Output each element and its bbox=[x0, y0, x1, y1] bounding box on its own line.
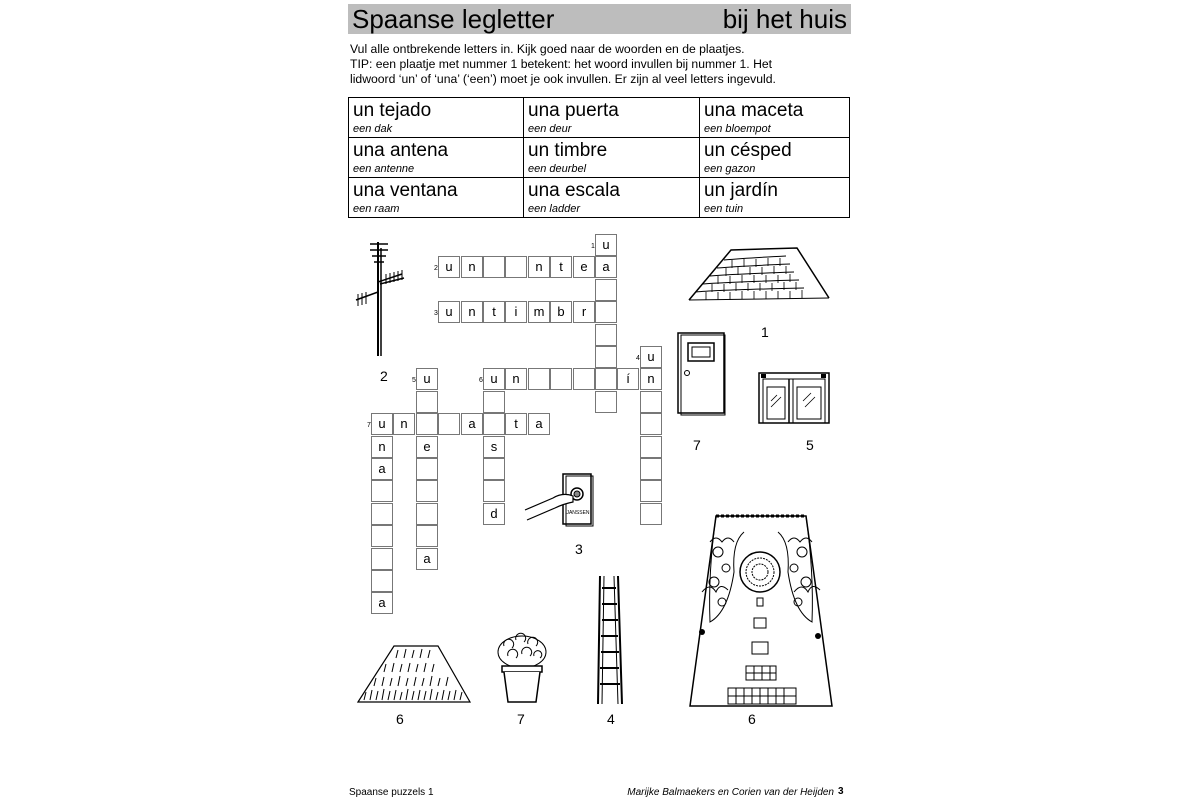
footer-series: Spaanse puzzels 1 bbox=[349, 787, 434, 798]
crossword-cell[interactable] bbox=[371, 503, 393, 525]
crossword-cell[interactable] bbox=[371, 436, 393, 458]
crossword-letter: u bbox=[378, 416, 386, 431]
ladder-picture bbox=[594, 574, 628, 706]
crossword-cell[interactable] bbox=[416, 480, 438, 502]
vocab-dutch: een dak bbox=[353, 123, 393, 135]
crossword-cell[interactable] bbox=[371, 480, 393, 502]
crossword-cell[interactable] bbox=[483, 413, 505, 435]
crossword-letter: a bbox=[602, 259, 610, 274]
crossword-letter: b bbox=[557, 304, 565, 319]
crossword-letter: t bbox=[492, 304, 496, 319]
vocab-cell bbox=[700, 178, 849, 217]
picture-label: 6 bbox=[396, 711, 404, 727]
crossword-letter: e bbox=[423, 439, 431, 454]
crossword-cell[interactable] bbox=[573, 368, 595, 390]
vocab-dutch: een deurbel bbox=[528, 163, 587, 175]
crossword-cell[interactable] bbox=[595, 234, 617, 256]
crossword-letter: n bbox=[647, 371, 655, 386]
crossword-cell[interactable] bbox=[483, 391, 505, 413]
crossword-letter: n bbox=[468, 304, 476, 319]
crossword-cell[interactable] bbox=[416, 548, 438, 570]
crossword-letter: n bbox=[468, 259, 476, 274]
vocab-cell bbox=[524, 138, 700, 178]
crossword-cell[interactable] bbox=[438, 413, 460, 435]
crossword-letter: u bbox=[602, 237, 610, 252]
crossword-cell[interactable] bbox=[573, 256, 595, 278]
picture-label: 2 bbox=[380, 368, 388, 384]
crossword-letter: i bbox=[514, 304, 518, 319]
vocab-dutch: een deur bbox=[528, 123, 572, 135]
crossword-letter: e bbox=[580, 259, 588, 274]
crossword-cell[interactable] bbox=[550, 256, 572, 278]
page-number: 3 bbox=[838, 786, 844, 797]
crossword-cell[interactable] bbox=[640, 458, 662, 480]
crossword-cell[interactable] bbox=[393, 413, 415, 435]
crossword-cell[interactable] bbox=[371, 413, 393, 435]
crossword-cell[interactable] bbox=[617, 368, 639, 390]
crossword-letter: n bbox=[400, 416, 408, 431]
vocab-dutch: een ladder bbox=[528, 203, 580, 215]
crossword-cell[interactable] bbox=[483, 480, 505, 502]
crossword-letter: í bbox=[626, 371, 630, 386]
page-title: Spaanse legletter bbox=[352, 4, 555, 34]
crossword-letter: a bbox=[423, 551, 431, 566]
picture-label: 4 bbox=[607, 711, 615, 727]
antenna-picture bbox=[350, 238, 410, 360]
crossword-clue-number: 6 bbox=[479, 377, 483, 384]
door-picture bbox=[676, 331, 728, 415]
instruction-line-2: TIP: een plaatje met nummer 1 betekent: het woord invullen bij nummer 1. Het bbox=[350, 57, 773, 71]
flowerpot-picture bbox=[494, 632, 550, 704]
crossword-letter: m bbox=[533, 304, 545, 319]
crossword-letter: a bbox=[378, 461, 386, 476]
vocab-dutch: een bloempot bbox=[704, 123, 771, 135]
crossword-cell[interactable] bbox=[505, 413, 527, 435]
crossword-cell[interactable] bbox=[528, 413, 550, 435]
vocab-cell bbox=[349, 138, 524, 178]
footer-authors: Marijke Balmaekers en Corien van der Heijden bbox=[627, 787, 834, 798]
crossword-clue-number: 3 bbox=[434, 310, 438, 317]
crossword-clue-number: 4 bbox=[636, 355, 640, 362]
picture-label: 5 bbox=[806, 437, 814, 453]
crossword-cell[interactable] bbox=[483, 503, 505, 525]
roof-picture bbox=[686, 244, 834, 304]
crossword-cell[interactable] bbox=[640, 346, 662, 368]
crossword-cell[interactable] bbox=[640, 480, 662, 502]
crossword-letter: d bbox=[490, 506, 498, 521]
crossword-cell[interactable] bbox=[371, 592, 393, 614]
vocab-cell bbox=[700, 98, 849, 138]
vocabulary-table bbox=[348, 97, 850, 218]
crossword-cell[interactable] bbox=[595, 256, 617, 278]
crossword-cell[interactable] bbox=[371, 548, 393, 570]
crossword-cell[interactable] bbox=[528, 368, 550, 390]
crossword-cell[interactable] bbox=[416, 368, 438, 390]
crossword-cell[interactable] bbox=[505, 301, 527, 323]
vocab-cell bbox=[349, 178, 524, 217]
crossword-cell[interactable] bbox=[483, 458, 505, 480]
crossword-cell[interactable] bbox=[416, 436, 438, 458]
crossword-cell[interactable] bbox=[416, 503, 438, 525]
crossword-cell[interactable] bbox=[505, 256, 527, 278]
vocab-cell bbox=[700, 138, 849, 178]
vocab-spanish: una puerta bbox=[528, 100, 619, 121]
crossword-cell[interactable] bbox=[640, 503, 662, 525]
vocab-spanish: un jardín bbox=[704, 180, 778, 201]
picture-label: 7 bbox=[517, 711, 525, 727]
crossword-cell[interactable] bbox=[438, 256, 460, 278]
crossword-clue-number: 2 bbox=[434, 265, 438, 272]
crossword-letter: n bbox=[378, 439, 386, 454]
crossword-cell[interactable] bbox=[416, 458, 438, 480]
instruction-line-3: lidwoord ‘un’ of ‘una’ (‘een’) moet je ook invullen. Er zijn al veel letters ingevuld. bbox=[350, 72, 776, 86]
vocab-cell bbox=[524, 178, 700, 217]
vocab-dutch: een gazon bbox=[704, 163, 756, 175]
vocab-dutch: een tuin bbox=[704, 203, 744, 215]
crossword-letter: u bbox=[490, 371, 498, 386]
crossword-cell[interactable] bbox=[416, 525, 438, 547]
vocab-spanish: una maceta bbox=[704, 100, 804, 121]
crossword-letter: n bbox=[512, 371, 520, 386]
instruction-line-1: Vul alle ontbrekende letters in. Kijk goed naar de woorden en de plaatjes. bbox=[350, 42, 745, 56]
vocab-dutch: een raam bbox=[353, 203, 400, 215]
crossword-letter: a bbox=[468, 416, 476, 431]
crossword-cell[interactable] bbox=[528, 256, 550, 278]
doorbell-nameplate: JANSSEN bbox=[566, 510, 590, 516]
crossword-cell[interactable] bbox=[483, 301, 505, 323]
crossword-cell[interactable] bbox=[483, 436, 505, 458]
crossword-clue-number: 7 bbox=[367, 422, 371, 429]
vocab-spanish: un tejado bbox=[353, 100, 432, 121]
vocab-spanish: una escala bbox=[528, 180, 620, 201]
lawn-picture bbox=[354, 640, 474, 704]
crossword-cell[interactable] bbox=[461, 256, 483, 278]
crossword-letter: r bbox=[581, 304, 587, 319]
garden-picture bbox=[688, 512, 834, 708]
crossword-letter: a bbox=[378, 595, 386, 610]
crossword-cell[interactable] bbox=[461, 301, 483, 323]
crossword-clue-number: 5 bbox=[412, 377, 416, 384]
crossword-letter: t bbox=[559, 259, 563, 274]
crossword-cell[interactable] bbox=[595, 346, 617, 368]
vocab-dutch: een antenne bbox=[353, 163, 415, 175]
vocab-spanish: una antena bbox=[353, 140, 449, 161]
crossword-cell[interactable] bbox=[640, 391, 662, 413]
crossword-cell[interactable] bbox=[371, 570, 393, 592]
crossword-letter: a bbox=[535, 416, 543, 431]
crossword-cell[interactable] bbox=[640, 413, 662, 435]
crossword-cell[interactable] bbox=[595, 391, 617, 413]
crossword-cell[interactable] bbox=[528, 301, 550, 323]
vocab-cell bbox=[349, 98, 524, 138]
crossword-cell[interactable] bbox=[505, 368, 527, 390]
crossword-cell[interactable] bbox=[573, 301, 595, 323]
crossword-cell[interactable] bbox=[595, 324, 617, 346]
crossword-cell[interactable] bbox=[595, 368, 617, 390]
crossword-letter: t bbox=[514, 416, 518, 431]
crossword-cell[interactable] bbox=[371, 458, 393, 480]
vocab-spanish: un timbre bbox=[528, 140, 608, 161]
vocab-spanish: una ventana bbox=[353, 180, 458, 201]
crossword-cell[interactable] bbox=[550, 301, 572, 323]
doorbell-picture bbox=[523, 470, 595, 528]
picture-label: 6 bbox=[748, 711, 756, 727]
vocab-cell bbox=[524, 98, 700, 138]
crossword-letter: n bbox=[535, 259, 543, 274]
crossword-cell[interactable] bbox=[640, 436, 662, 458]
crossword-cell[interactable] bbox=[461, 413, 483, 435]
crossword-cell[interactable] bbox=[416, 391, 438, 413]
page-topic: bij het huis bbox=[722, 4, 847, 34]
vocab-spanish: un césped bbox=[704, 140, 792, 161]
crossword-letter: u bbox=[445, 304, 453, 319]
crossword-letter: u bbox=[423, 371, 431, 386]
crossword-cell[interactable] bbox=[483, 256, 505, 278]
crossword-letter: u bbox=[445, 259, 453, 274]
crossword-cell[interactable] bbox=[416, 413, 438, 435]
crossword-letter: s bbox=[490, 439, 498, 454]
crossword-cell[interactable] bbox=[550, 368, 572, 390]
picture-label: 3 bbox=[575, 541, 583, 557]
crossword-cell[interactable] bbox=[595, 301, 617, 323]
crossword-clue-number: 1 bbox=[591, 243, 595, 250]
crossword-cell[interactable] bbox=[640, 368, 662, 390]
crossword-cell[interactable] bbox=[371, 525, 393, 547]
crossword-cell[interactable] bbox=[438, 301, 460, 323]
picture-label: 1 bbox=[761, 324, 769, 340]
picture-label: 7 bbox=[693, 437, 701, 453]
crossword-letter: u bbox=[647, 349, 655, 364]
crossword-cell[interactable] bbox=[595, 279, 617, 301]
crossword-cell[interactable] bbox=[483, 368, 505, 390]
window-picture bbox=[757, 371, 833, 427]
